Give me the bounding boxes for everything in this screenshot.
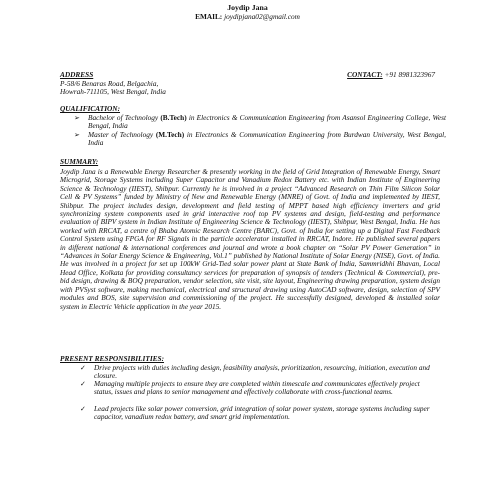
arrow-bullet-icon: ➢ [74, 113, 80, 122]
contact-line [347, 71, 435, 79]
address-line-1: P-58/6 Benaras Road, Belgachia, [60, 78, 159, 88]
responsibility-text: Lead projects like solar power conversion, grid integration of solar power system, storage systems including super capacitor, vanadium redox battery, and smart grid implementation. [94, 404, 430, 422]
responsibility-item [80, 405, 440, 422]
responsibility-text: Managing multiple projects to ensure they are completed within timescale and communicates effectively project status, issues and plans to senior management and effectively collaborate with cross-functional teams. [94, 379, 420, 397]
check-bullet-icon: ✓ [80, 405, 86, 413]
address-line-2: Howrah-711105, West Bengal, India [60, 87, 166, 96]
degree-abbr: (B.Tech) [160, 112, 187, 122]
qualification-heading: QUALIFICATION: [60, 104, 121, 113]
contact-phone: +91 8981323967 [384, 70, 435, 79]
summary-heading: SUMMARY: [60, 157, 99, 166]
responsibility-text: Drive projects with duties including design, feasibility analysis, prioritization, resourcing, initiation, execution and closure. [94, 362, 430, 380]
degree-title: Master of Technology [88, 130, 154, 139]
responsibility-item [80, 380, 440, 397]
responsibilities-heading: PRESENT RESPONSIBILITIES: [60, 354, 165, 363]
check-bullet-icon: ✓ [80, 380, 86, 388]
responsibility-item [80, 364, 440, 381]
degree-institution: in Electronics & Communication Engineering from Burdwan University, West Bengal, India [88, 130, 446, 148]
qualification-item [74, 131, 446, 148]
check-bullet-icon: ✓ [80, 363, 86, 372]
summary-paragraph: Joydip Jana is a Renewable Energy Researcher & presently working in the field of Grid Integration of Renewable Energy, Smart Microgrid, Storage Systems including Super Capacitor and Vanadium Redox Battery etc. with Indian Institute of Engineering Science & Technology (IIEST), Shibpur. Currently he is involved in a project “Advanced Research on Thin Film Silicon Solar Cell & PV Systems” funded by Ministry of New and Renewable Energy (MNRE) of Govt. of India and implemented by IIEST, Shibpur. The project includes design, development and field testing of MPPT based high efficiency inverters and grid synchronizing system components used in grid interactive roof top PV systems and design, field-testing and performance evaluation of BIPV system in Indian Institute of Engineering Science & Technology (IIEST), Shibpur, West Bengal, India. He has worked with RRCAT, a centre of Bhaba Atomic Research Centre (BARC), Govt. of India for setting up a Digital Fast Feedback Control System using FPGA for RF Signals in the particle accelerator installed in RRCAT, Indore. He published several papers in different national & international conferences and journal and wrote a book chapter on “Solar PV Power Generation” in “Advances in Solar Energy Science & Engineering, Vol.1” published by National Institute of Solar Energy (NISE), Govt. of India. He was involved in a project for set up 100kW Grid-Tied solar power plant at State Bank of India, Sammridhhi Bhavan, Local Head Office, Kolkata for providing consultancy services for preparation of synopsis of tenders (Technical & Commercial), pre-bid design, drawing & BOQ preparation, vendor selection, site visit, site layout, Engineering drawing preparation, system design with PVSyst software, making mechanical, electrical and structural drawing using AutoCAD software, design, selection of SPV modules and BOS, site supervision and commissioning of the project. He successfully designed, developed & installed solar system in Electric Vehicle application in the year 2015. [60, 167, 440, 311]
contact-label: CONTACT: [347, 70, 383, 79]
email-label: EMAIL: [195, 12, 223, 21]
degree-title: Bachelor of Technology [88, 112, 159, 122]
address-heading: ADDRESS [60, 70, 94, 79]
arrow-bullet-icon: ➢ [74, 131, 80, 139]
degree-institution: in Electronics & Communication Engineering from Asansol Engineering College, West Bengal, India [88, 112, 447, 130]
candidate-name: Joydip Jana [227, 3, 268, 12]
qualification-text [88, 131, 446, 148]
email-address: joydipjana02@gmail.com [224, 12, 300, 21]
summary-body [60, 168, 440, 311]
qualification-text [88, 114, 446, 131]
qualification-item [74, 114, 446, 131]
email-line [0, 13, 495, 21]
degree-abbr: (M.Tech) [155, 130, 185, 139]
